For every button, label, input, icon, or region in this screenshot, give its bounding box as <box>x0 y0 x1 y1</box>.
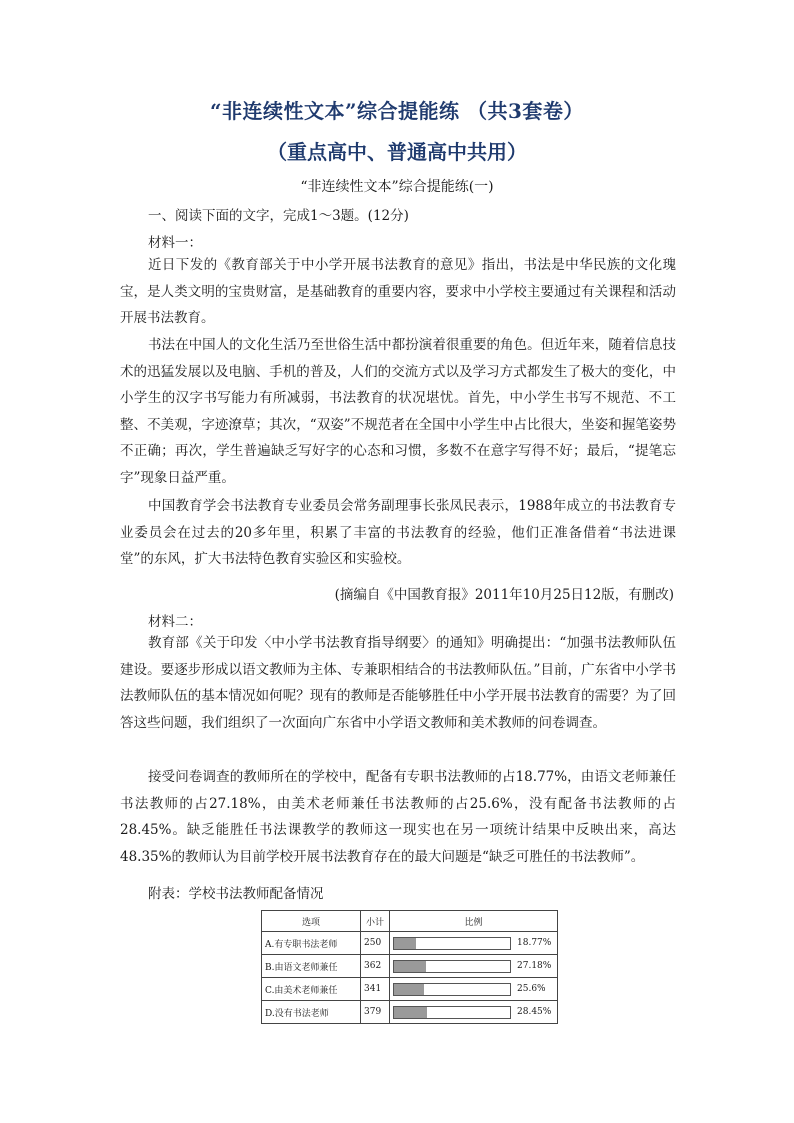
option-cell: D.没有书法老师 <box>262 1001 361 1024</box>
ratio-bar <box>393 1006 511 1019</box>
ratio-bar-fill <box>394 1007 427 1018</box>
table-row <box>262 932 558 955</box>
page-subtitle: （重点高中、普通高中共用） <box>267 140 527 164</box>
ratio-text: 27.18% <box>517 961 552 971</box>
option-cell: B.由语文老师兼任 <box>262 955 361 978</box>
table-header-row <box>262 911 558 932</box>
ratio-text: 25.6% <box>517 984 546 994</box>
material2-paragraph: 教育部《关于印发〈中小学书法教育指导纲要〉的通知》明确提出：“加强书法教师队伍建设。要逐步形成以语文教师为主体、专兼职相结合的书法教师队伍。”目前，广东省中小学书法教师队伍的基本情况如何呢？现有的教师是否能够胜任中小学开展书法教育的需要？为了回答这些问题，我们组织了一次面向广东省中小学语文教师和美术教师的问卷调查。 <box>120 635 676 731</box>
ratio-bar-fill <box>394 984 424 995</box>
ratio-bar-fill <box>394 938 416 949</box>
count-cell: 379 <box>361 1001 390 1024</box>
ratio-bar <box>393 983 511 996</box>
ratio-cell <box>390 932 558 955</box>
ratio-bar-fill <box>394 961 426 972</box>
table-row <box>262 955 558 978</box>
material1-paragraph: 近日下发的《教育部关于中小学开展书法教育的意见》指出，书法是中华民族的文化瑰宝，是人类文明的宝贵财富，是基础教育的重要内容，要求中小学校主要通过有关课程和活动开展书法教育。 <box>120 257 676 326</box>
page-title: “非连续性文本”综合提能练 （共3套卷） <box>210 99 584 123</box>
material1-source: (摘编自《中国教育报》2011年10月25日12版，有删改) <box>334 587 674 603</box>
ratio-bar <box>393 937 511 950</box>
count-cell: 341 <box>361 978 390 1001</box>
material1-paragraph: 书法在中国人的文化生活乃至世俗生活中都扮演着很重要的角色。但近年来，随着信息技术的迅猛发展以及电脑、手机的普及，人们的交流方式以及学习方式都发生了极大的变化，中小学生的汉字书写能力有所减弱，书法教育的状况堪忧。首先，中小学生书写不规范、不工整、不美观，字迹潦草；其次，“双姿”不规范者在全国中小学生中占比很大，坐姿和握笔姿势不正确；再次，学生普遍缺乏写好字的心态和习惯，多数不在意字写得不好；最后，“提笔忘字”现象日益严重。 <box>120 337 676 486</box>
ratio-text: 18.77% <box>517 938 552 948</box>
staffing-table <box>261 910 558 1024</box>
column-header: 小计 <box>361 911 390 932</box>
material1-label: 材料一： <box>148 235 202 251</box>
material2-label: 材料二： <box>148 614 202 630</box>
column-header: 比例 <box>390 911 558 932</box>
table-caption: 附表：学校书法教师配备情况 <box>148 886 324 902</box>
ratio-cell <box>390 978 558 1001</box>
ratio-text: 28.45% <box>517 1007 552 1017</box>
ratio-cell <box>390 955 558 978</box>
ratio-cell <box>390 1001 558 1024</box>
column-header: 选项 <box>262 911 361 932</box>
count-cell: 362 <box>361 955 390 978</box>
table-row <box>262 978 558 1001</box>
ratio-bar <box>393 960 511 973</box>
material1-paragraph: 中国教育学会书法教育专业委员会常务副理事长张凤民表示，1988年成立的书法教育专业委员会在过去的20多年里，积累了丰富的书法教育的经验，他们正准备借着“书法进课堂”的东风，扩大书法特色教育实验区和实验校。 <box>120 498 676 567</box>
table-row <box>262 1001 558 1024</box>
option-cell: A.有专职书法老师 <box>262 932 361 955</box>
option-cell: C.由美术老师兼任 <box>262 978 361 1001</box>
exercise-title: “非连续性文本”综合提能练(一) <box>300 179 494 195</box>
material2-paragraph: 接受问卷调查的教师所在的学校中，配备有专职书法教师的占18.77%，由语文老师兼任书法教师的占27.18%，由美术老师兼任书法教师的占25.6%，没有配备书法教师的占28.45%。缺乏能胜任书法课教学的教师这一现实也在另一项统计结果中反映出来，高达48.35%的教师认为目前学校开展书法教育存在的最大问题是“缺乏可胜任的书法教师”。 <box>120 769 676 865</box>
count-cell: 250 <box>361 932 390 955</box>
question-heading: 一、阅读下面的文字，完成1～3题。(12分) <box>148 208 409 224</box>
